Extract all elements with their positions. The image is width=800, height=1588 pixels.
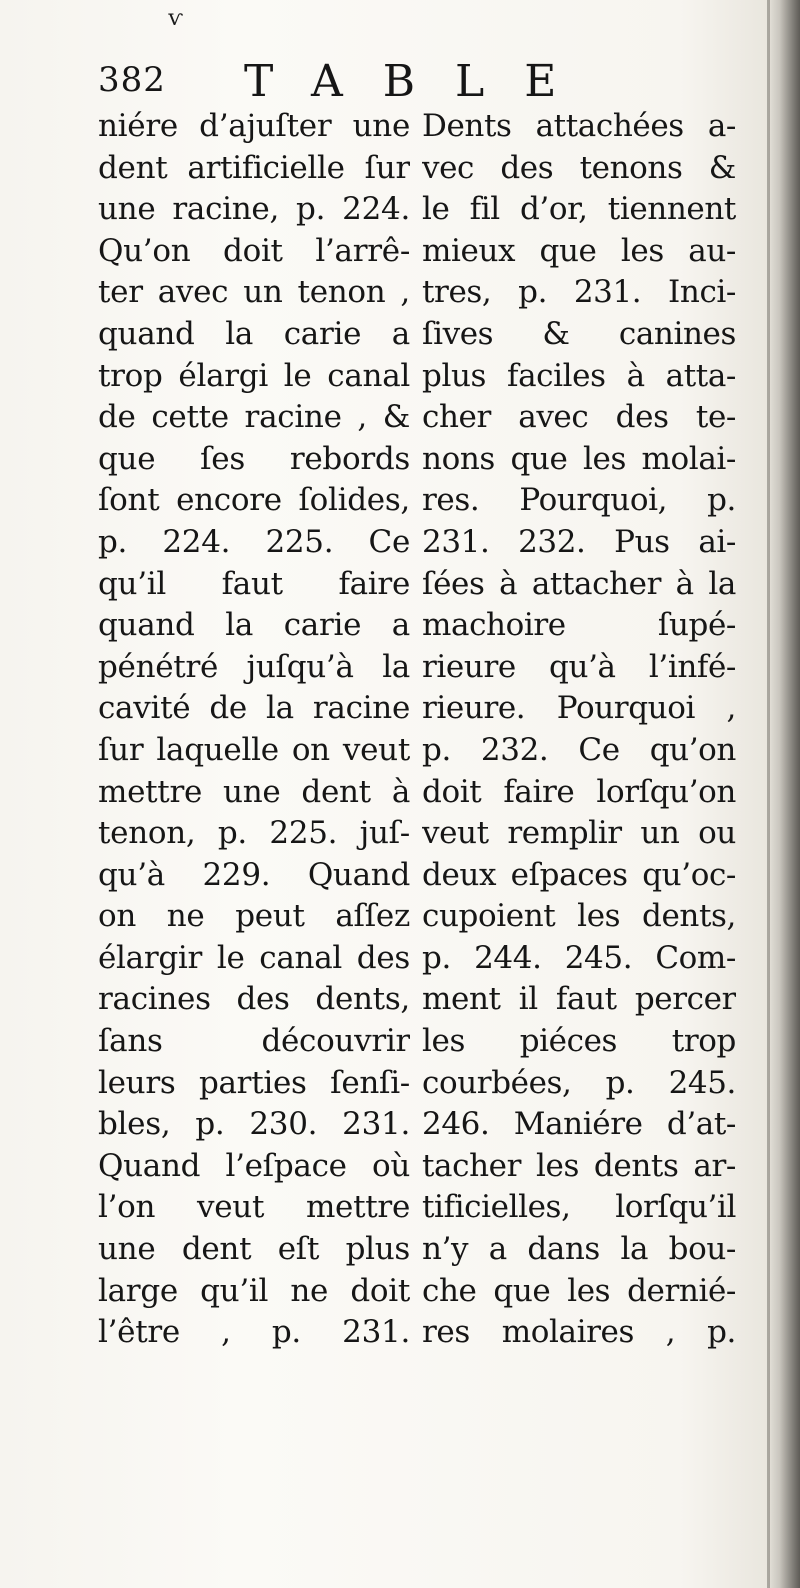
page-edge-shadow bbox=[766, 0, 800, 1588]
text-line: on ne peut aſſez bbox=[98, 898, 410, 935]
text-line: leurs parties ſenſi- bbox=[98, 1064, 410, 1101]
text-line: tificielles, lorſqu’il bbox=[422, 1189, 736, 1226]
printer-mark: ѵ bbox=[168, 6, 183, 31]
text-line: Qu’on doit l’arrê- bbox=[98, 232, 410, 269]
text-line: tacher les dents ar- bbox=[422, 1147, 736, 1184]
text-line: ſont encore ſolides, bbox=[98, 482, 410, 519]
page-number: 382 bbox=[98, 60, 166, 100]
text-line: mieux que les au- bbox=[422, 232, 736, 269]
text-line: cupoient les dents, bbox=[422, 898, 736, 935]
text-line: machoire ſupé- bbox=[422, 607, 736, 644]
text-line: rieure qu’à l’infé- bbox=[422, 648, 736, 685]
text-line: 246. Maniére d’at- bbox=[422, 1106, 736, 1143]
text-line: ſans découvrir bbox=[98, 1023, 410, 1060]
text-line: ſées à attacher à la bbox=[422, 565, 736, 602]
text-line: qu’à 229. Quand bbox=[98, 856, 410, 893]
text-line: vec des tenons & bbox=[422, 149, 736, 186]
text-line: p. 232. Ce qu’on bbox=[422, 731, 736, 768]
running-header bbox=[98, 56, 718, 107]
text-line: doit faire lorſqu’on bbox=[422, 773, 736, 810]
text-line: niére d’ajuſter une bbox=[98, 108, 410, 144]
text-line: tenon, p. 225. juſ- bbox=[98, 815, 410, 852]
text-line: ſives & canines bbox=[422, 315, 736, 352]
text-line: mettre une dent à bbox=[98, 773, 410, 810]
text-line: quand la carie a bbox=[98, 315, 410, 352]
text-line: élargir le canal des bbox=[98, 939, 410, 976]
text-line: cavité de la racine bbox=[98, 690, 410, 727]
text-line: l’on veut mettre bbox=[98, 1189, 410, 1226]
text-line: rieure. Pourquoi , bbox=[422, 690, 736, 727]
text-line: l’être , p. 231. bbox=[98, 1314, 410, 1351]
text-line: p. 244. 245. Com- bbox=[422, 939, 736, 976]
text-line: 231. 232. Pus ai- bbox=[422, 523, 736, 560]
text-line: bles, p. 230. 231. bbox=[98, 1106, 410, 1143]
running-title: TABLE bbox=[244, 56, 597, 107]
right-column bbox=[422, 106, 736, 1354]
text-line: pénétré juſqu’à la bbox=[98, 648, 410, 685]
text-line: de cette racine , & bbox=[98, 399, 410, 436]
text-line: le fil d’or, tiennent bbox=[422, 191, 736, 228]
text-line: que ſes rebords bbox=[98, 440, 410, 477]
text-line: une dent eſt plus bbox=[98, 1231, 410, 1268]
text-line: ſur laquelle on veut bbox=[98, 731, 410, 768]
text-line: qu’il faut faire bbox=[98, 565, 410, 602]
text-line: cher avec des te- bbox=[422, 399, 736, 436]
text-line: dent artificielle ſur bbox=[98, 149, 410, 186]
text-line: trop élargi le canal bbox=[98, 357, 410, 394]
text-line: che que les dernié- bbox=[422, 1272, 736, 1309]
text-line: veut remplir un ou bbox=[422, 815, 736, 852]
left-column bbox=[98, 106, 410, 1354]
text-line: Dents attachées a- bbox=[422, 108, 736, 144]
text-line: Quand l’eſpace où bbox=[98, 1147, 410, 1184]
text-line: plus faciles à atta- bbox=[422, 357, 736, 394]
text-line: racines des dents, bbox=[98, 981, 410, 1018]
text-line: res molaires , p. bbox=[422, 1314, 736, 1351]
text-line: p. 224. 225. Ce bbox=[98, 523, 410, 560]
text-line: une racine, p. 224. bbox=[98, 191, 410, 228]
text-line: courbées, p. 245. bbox=[422, 1064, 736, 1101]
text-line: nons que les molai- bbox=[422, 440, 736, 477]
text-line: ment il faut percer bbox=[422, 981, 736, 1018]
text-line: res. Pourquoi, p. bbox=[422, 482, 736, 519]
text-line: n’y a dans la bou- bbox=[422, 1231, 736, 1268]
text-line: ter avec un tenon , bbox=[98, 274, 410, 311]
text-line: deux eſpaces qu’oc- bbox=[422, 856, 736, 893]
text-line: large qu’il ne doit bbox=[98, 1272, 410, 1309]
text-line: tres, p. 231. Inci- bbox=[422, 274, 736, 311]
text-line: quand la carie a bbox=[98, 607, 410, 644]
text-line: les piéces trop bbox=[422, 1023, 736, 1060]
